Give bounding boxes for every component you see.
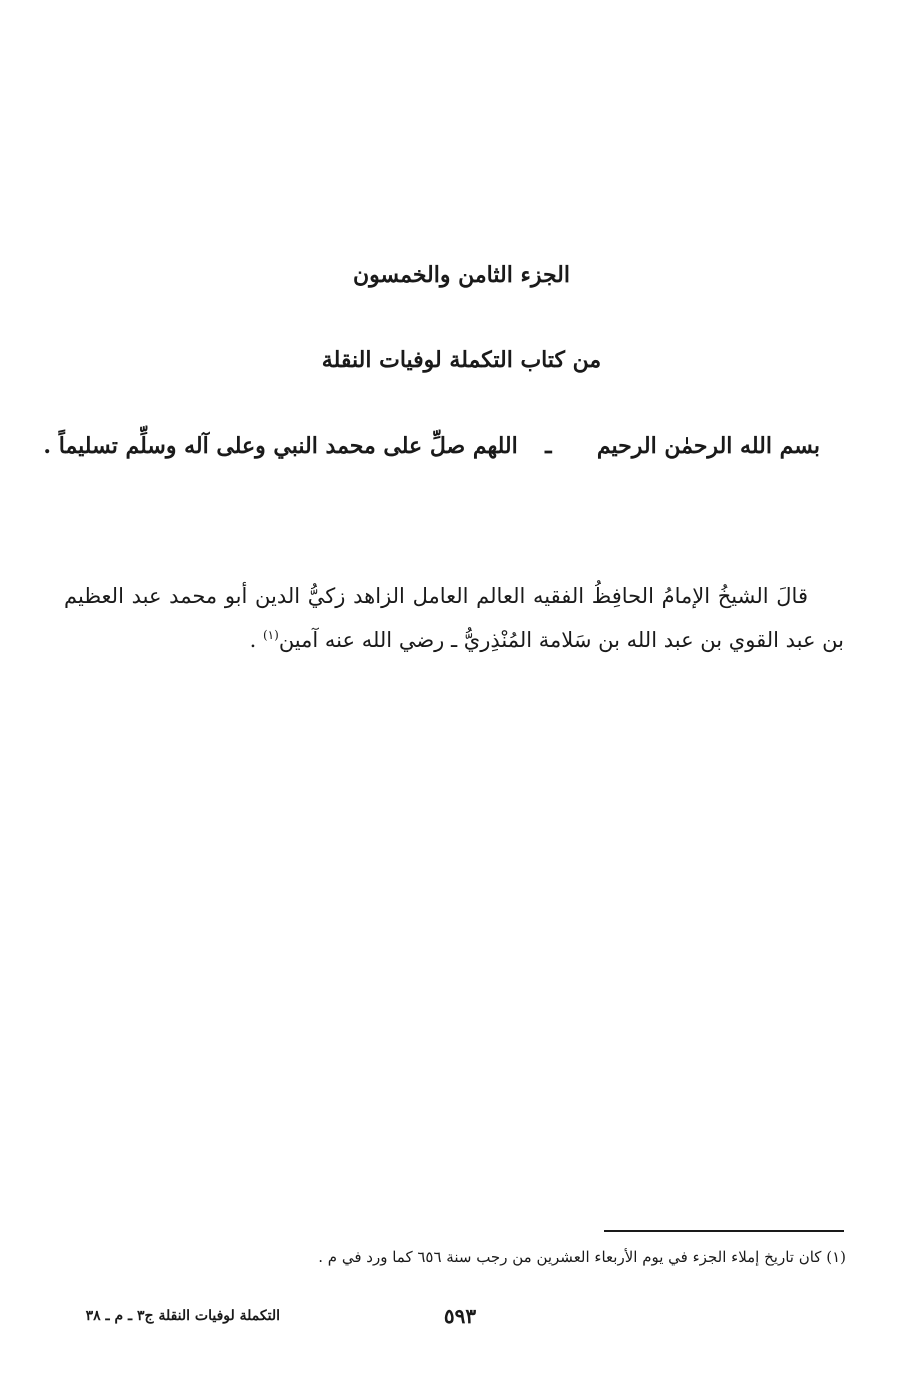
footnote-marker: (١): [262, 628, 279, 642]
basmala-line: [43, 433, 820, 459]
footnote-divider: [604, 1230, 844, 1232]
basmala-text: بسم الله الرحمٰن الرحيم: [596, 433, 820, 459]
body-text: قالَ الشيخُ الإمامُ الحافِظُ الفقيه العالم العامل الزاهد زكيُّ الدين أبو محمد عبد العظيم بن عبد القوي بن عبد الله بن سَلامة المُنْذِريُّ ـ رضي الله عنه آمين: [64, 584, 844, 652]
page-number: ٥٩٣: [443, 1304, 477, 1328]
salawat-text: اللهم صلِّ على محمد النبي وعلى آله وسلِّم تسليماً .: [43, 433, 518, 459]
book-title: من كتاب التكملة لوفيات النقلة: [321, 347, 602, 373]
footnote: (١) كان تاريخ إملاء الجزء في يوم الأربعاء العشرين من رجب سنة ٦٥٦ كما ورد في م .: [318, 1248, 846, 1266]
body-end: .: [249, 628, 263, 652]
basmala-dash: ـ: [545, 433, 552, 459]
body-paragraph: [64, 574, 844, 662]
running-footer: التكملة لوفيات النقلة ج٣ ـ م ـ ٣٨: [85, 1308, 280, 1324]
part-title: الجزء الثامن والخمسون: [352, 262, 570, 288]
